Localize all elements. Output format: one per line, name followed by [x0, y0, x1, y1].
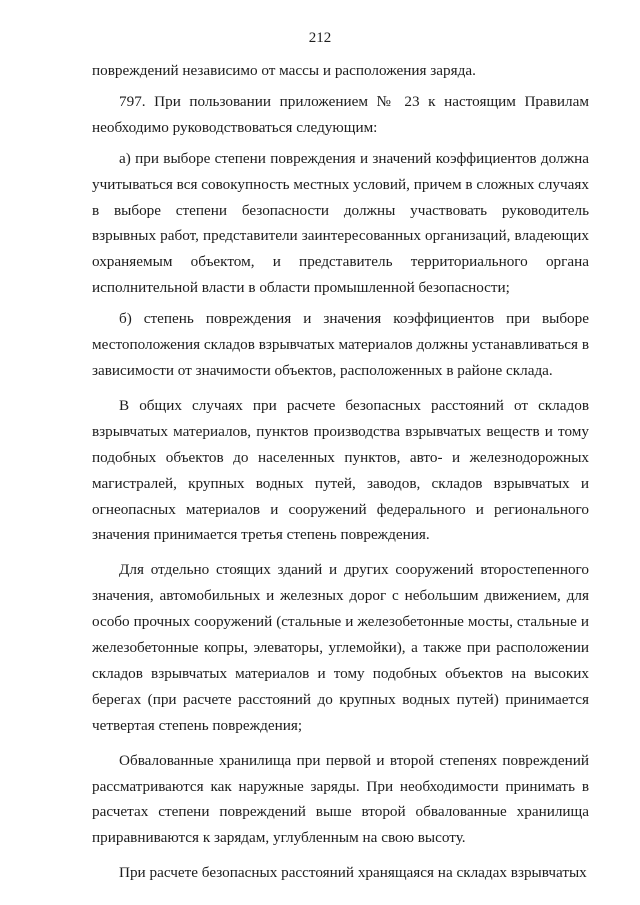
paragraph-general-cases: В общих случаях при расчете безопасных расстояний от складов взрывчатых материалов, пунктов производства взрывчатых веществ и тому подобных объектов до населенных пунктов, авто- и железнодорожных магистралей, крупных водных путей, заводов, складов взрывчатых и огнеопасных материалов и сооружений федерального и регионального значения принимается третья степень повреждения.: [92, 396, 589, 544]
paragraph-797: 797. При пользовании приложением № 23 к настоящим Правилам необходимо руководствоваться следующим:: [92, 92, 589, 136]
document-body: [92, 58, 589, 886]
paragraph-item-b: б) степень повреждения и значения коэффициентов при выборе местоположения складов взрывчатых материалов должны устанавливаться в зависимости от значимости объектов, расположенных в районе склада.: [92, 310, 589, 379]
paragraph-secondary-structures: Для отдельно стоящих зданий и других сооружений второстепенного значения, автомобильных и железных дорог с небольшим движением, для особо прочных сооружений (стальные и железобетонные мосты, стальные и железобетонные копры, элеваторы, углемойки), а также при расположении складов взрывчатых материалов и тому подобных объектов на высоких берегах (при расчете расстояний до крупных водных путей) принимается четвертая степень повреждения;: [92, 561, 589, 734]
paragraph-item-a: а) при выборе степени повреждения и значений коэффициентов должна учитываться вся совокупность местных условий, причем в сложных случаях в выборе степени безопасности должны участвовать руководитель взрывных работ, представители заинтересованных организаций, владеющих охраняемым объектом, и представитель территориального органа исполнительной власти в области промышленной безопасности;: [92, 149, 589, 297]
paragraph-embanked-storage: Обвалованные хранилища при первой и второй степенях повреждений рассматриваются как наружные заряды. При необходимости принимать в расчетах степени повреждений выше второй обвалованные хранилища приравниваются к зарядам, углубленным на свою высоту.: [92, 751, 589, 847]
paragraph-continuation: повреждений независимо от массы и расположения заряда.: [92, 62, 476, 79]
paragraph-safe-distances: При расчете безопасных расстояний хранящаяся на складах взрывчатых: [119, 864, 587, 882]
page-number: 212: [308, 30, 332, 46]
